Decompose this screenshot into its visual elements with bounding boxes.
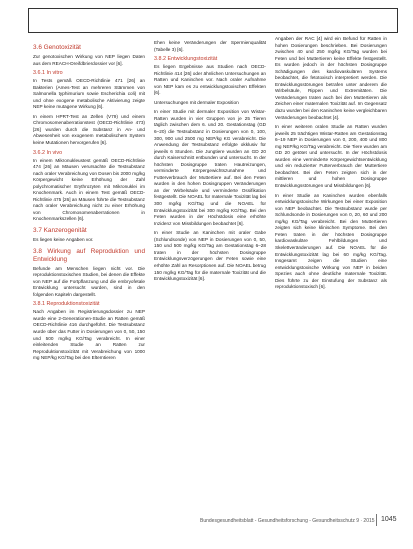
paragraph: Zur genotoxischen Wirkung von NEP liegen Daten aus dem REACH-Dreifdbrierdossier vor [6]. [33,54,145,66]
header-frame [28,8,398,33]
journal-footer: Bundesgesundheitsblatt - Gesundheitsforschung - Gesundheitsschutz 9 · 2015 [200,518,375,524]
paragraph: In einer Studie an Kaninchen mit oraler Gabe (Schlundsonde) von NEP in Dosierungen von 0, 50, 150 und 500 mg/kg KG/Tag am Gestationstag 6–28 traten in der höchsten Dosisgruppe Entwicklungsverzögerungen der Feten sowie eine erhöhte Zahl an Resorptionen auf. Die NOAEL betrug 150 mg/kg KG/Tag für die maternale Toxizität und die Entwicklungstoxizität [6]. [154,230,266,282]
footer-divider [376,514,377,526]
column-middle [154,40,266,520]
paragraph: In Tests gemäß OECD-Richtlinie 471 [26] an Bakterien (Ames-Test an mehreren Stämmen von Salmonella typhimurium sowie Escherichia coli) mit und ohne exogene metabolische Aktivierung zeigte NEP keine mutagene Wirkung [6]. [33,78,145,110]
subsection-heading-developmental-toxicity: 3.8.2 Entwicklungstoxizität [154,56,218,63]
paragraph: In einer Studie mit dermaler Exposition von Wistar-Ratten wurden in vier Gruppen von je 25 Tieren täglich zwischen dem 6. und 20. Gestationstag (GD 6–20) die Testsubstanz in Dosierungen von 0, 100, 300, 900 und 2500 mg NEP/kg KG verabreicht. Die Anwendung der Testsubstanz erfolgte okklusiv für jeweils 6 Stunden. Die Jungtiere wurden an GD 20 durch Kaiserschnitt entbunden und untersucht. In der höchsten Dosisgruppe traten Hautreizungen, verminderte Körpergewichtszunahme und Futterverbrauch der Muttertiere auf. Bei den Feten wurden in den hohen Dosisgruppen Veränderungen an der Wirbelsäule und verminderte Ossifikation festgestellt. Die NOAEL für maternale Toxizität lag bei 300 mg/kg KG/Tag und die NOAEL für Entwicklungstoxizität bei 300 mg/kg KG/Tag. Bei den Feten wurden in der Höchstdosis eine erhöhte Inzidenz von Missbildungen beobachtet [6]. [154,109,266,226]
page-number: 1045 [381,516,397,523]
section-heading-carcinogenicity: 3.7 Kanzerogenität [33,227,87,235]
paragraph: Nach Angaben im Registrierungsdossier zu NEP wurde eine 2-Generationen-Studie an Ratten gemäß OECD-Richtlinie 416 durchgeführt. Die Testsubstanz wurde über das Futter in Dosierungen von 0, 50, 150 und 500 mg/kg KG/Tag verabreicht. In einer einleitenden Studie an Ratten zur Reproduktionstoxizität mit Verabreichung von 1000 mg NEP/kg KG/Tag bei den Elterntieren [33,309,145,361]
paragraph: Es liegen keine Angaben vor. [33,237,94,243]
paragraph: Befunde am Menschen liegen nicht vor. Die reproduktionstoxischen Studien, bei denen die Effekte von NEP auf die Fortpflanzung und die embryofetale Entwicklung untersucht wurden, sind in den folgenden Kapiteln dargestellt. [33,265,145,297]
paragraph: In einem HPRT-Test an Zellen (V79) und einem Chromosomenaberrationstest (OECD-Richtlinie 473) [26] wurden durch die Substanz in An- und Abwesenheit von exogenem metabolischem System keine Mutationen hervorgerufen [6]. [33,113,145,146]
paragraph: In einer weiteren oralen Studie an Ratten wurden jeweils 25 trächtigen Wistar-Ratten am Gestationstag 6–19 NEP in Dosierungen von 0, 200, 400 und 800 mg NEP/kg KG/Tag verabreicht. Die Tiere wurden am GD 20 getötet und untersucht. In der Höchstdosis wurden eine verminderte Körpergewichtsentwicklung und ein reduzierter Futterverbrauch der Muttertiere beobachtet. Bei den Feten zeigten sich in der mittleren und hohen Dosisgruppe Entwicklungsstörungen und Missbildungen [6]. [275,124,387,189]
subsection-heading-fertility: 3.8.1 Reproduktionstoxizität [33,301,100,308]
paragraph: Ehen keine Veränderungen der Spermienqualität (Tabelle 3) [6]. [154,40,266,52]
column-right [275,36,387,516]
paragraph: Angaben der RAC [4] wird ein Befund für Ratten in hohen Dosierungen beschrieben. Bei Dosierungen zwischen 40 und 250 mg/kg KG/Tag wurden bei Feten und bei Muttertieren keine Effekte festgestellt. Es wurden jedoch in der höchsten Dosisgruppe Schädigungen des kardiovaskulären Systems beobachtet, die fetotoxisch interpretiert werden. Die Entwicklungsstörungen betrafen unter anderem die Wirbelsäule, Rippen und Extremitäten. Die Veränderungen traten auch bei den Muttertieren als Zeichen einer maternalen Toxizität auf. Im Gegensatz dazu wurden bei den Kaninchen keine vergleichbaren Veränderungen beobachtet [4]. [275,36,387,120]
subsection-heading-in-vitro: 3.6.1 In vitro [33,70,63,77]
section-heading-reproduction: 3.8 Wirkung auf Reproduktion und Entwicklung [33,247,145,263]
paragraph: Es liegen Ergebnisse aus Studien nach OECD-Richtlinie 414 [26] oder ähnlichen Untersuchungen an Ratten und Kaninchen vor. Nach oraler Aufnahme von NEP kam es zu entwicklungstoxischen Effekten [6]. [154,64,266,96]
section-heading-genotoxicity: 3.6 Genotoxizität [33,44,81,51]
paragraph: In einem Mikronukleustest gemäß OECD-Richtlinie 474 [26] an Mäusen verursachte die Testsubstanz nach oraler Verabreichung von Dosen bis 2000 mg/kg Körpergewicht keine Erhöhung der Zahl polychromatischer Erythrozyten mit Mikronuklei im Knochenmark. Auch in einem Test gemäß OECD-Richtlinie 475 [26] an Mäusen führte die Testsubstanz nach oraler Verabreichung nicht zu einer Erhöhung von Chromosomenaberrationen in Knochenmarkszellen [6]. [33,157,145,222]
column-left [33,40,145,520]
paragraph: In einer Studie an Kaninchen wurden ebenfalls entwicklungstoxische Wirkungen bei einer Exposition von NEP beobachtet. Die Testsubstanz wurde per Schlundsonde in Dosierungen von 0, 20, 60 und 200 mg/kg KG/Tag verabreicht. Bei den Muttertieren zeigten sich keine klinischen Symptome. Bei den Feten traten in der höchsten Dosisgruppe kardiovaskuläre Fehlbildungen und Skelettveränderungen auf. Die NOAEL für die Entwicklungstoxizität lag bei 60 mg/kg KG/Tag. Insgesamt zeigen die Studien eine entwicklungstoxische Wirkung von NEP in beiden Spezies auch ohne deutliche maternale Toxizität. Dies führte zu der Einstufung der Substanz als reproduktionstoxisch [6]. [275,192,387,290]
subsection-heading-in-vivo: 3.6.2 In vivo [33,149,63,156]
paragraph-label: Untersuchungen mit dermaler Exposition [154,99,239,105]
